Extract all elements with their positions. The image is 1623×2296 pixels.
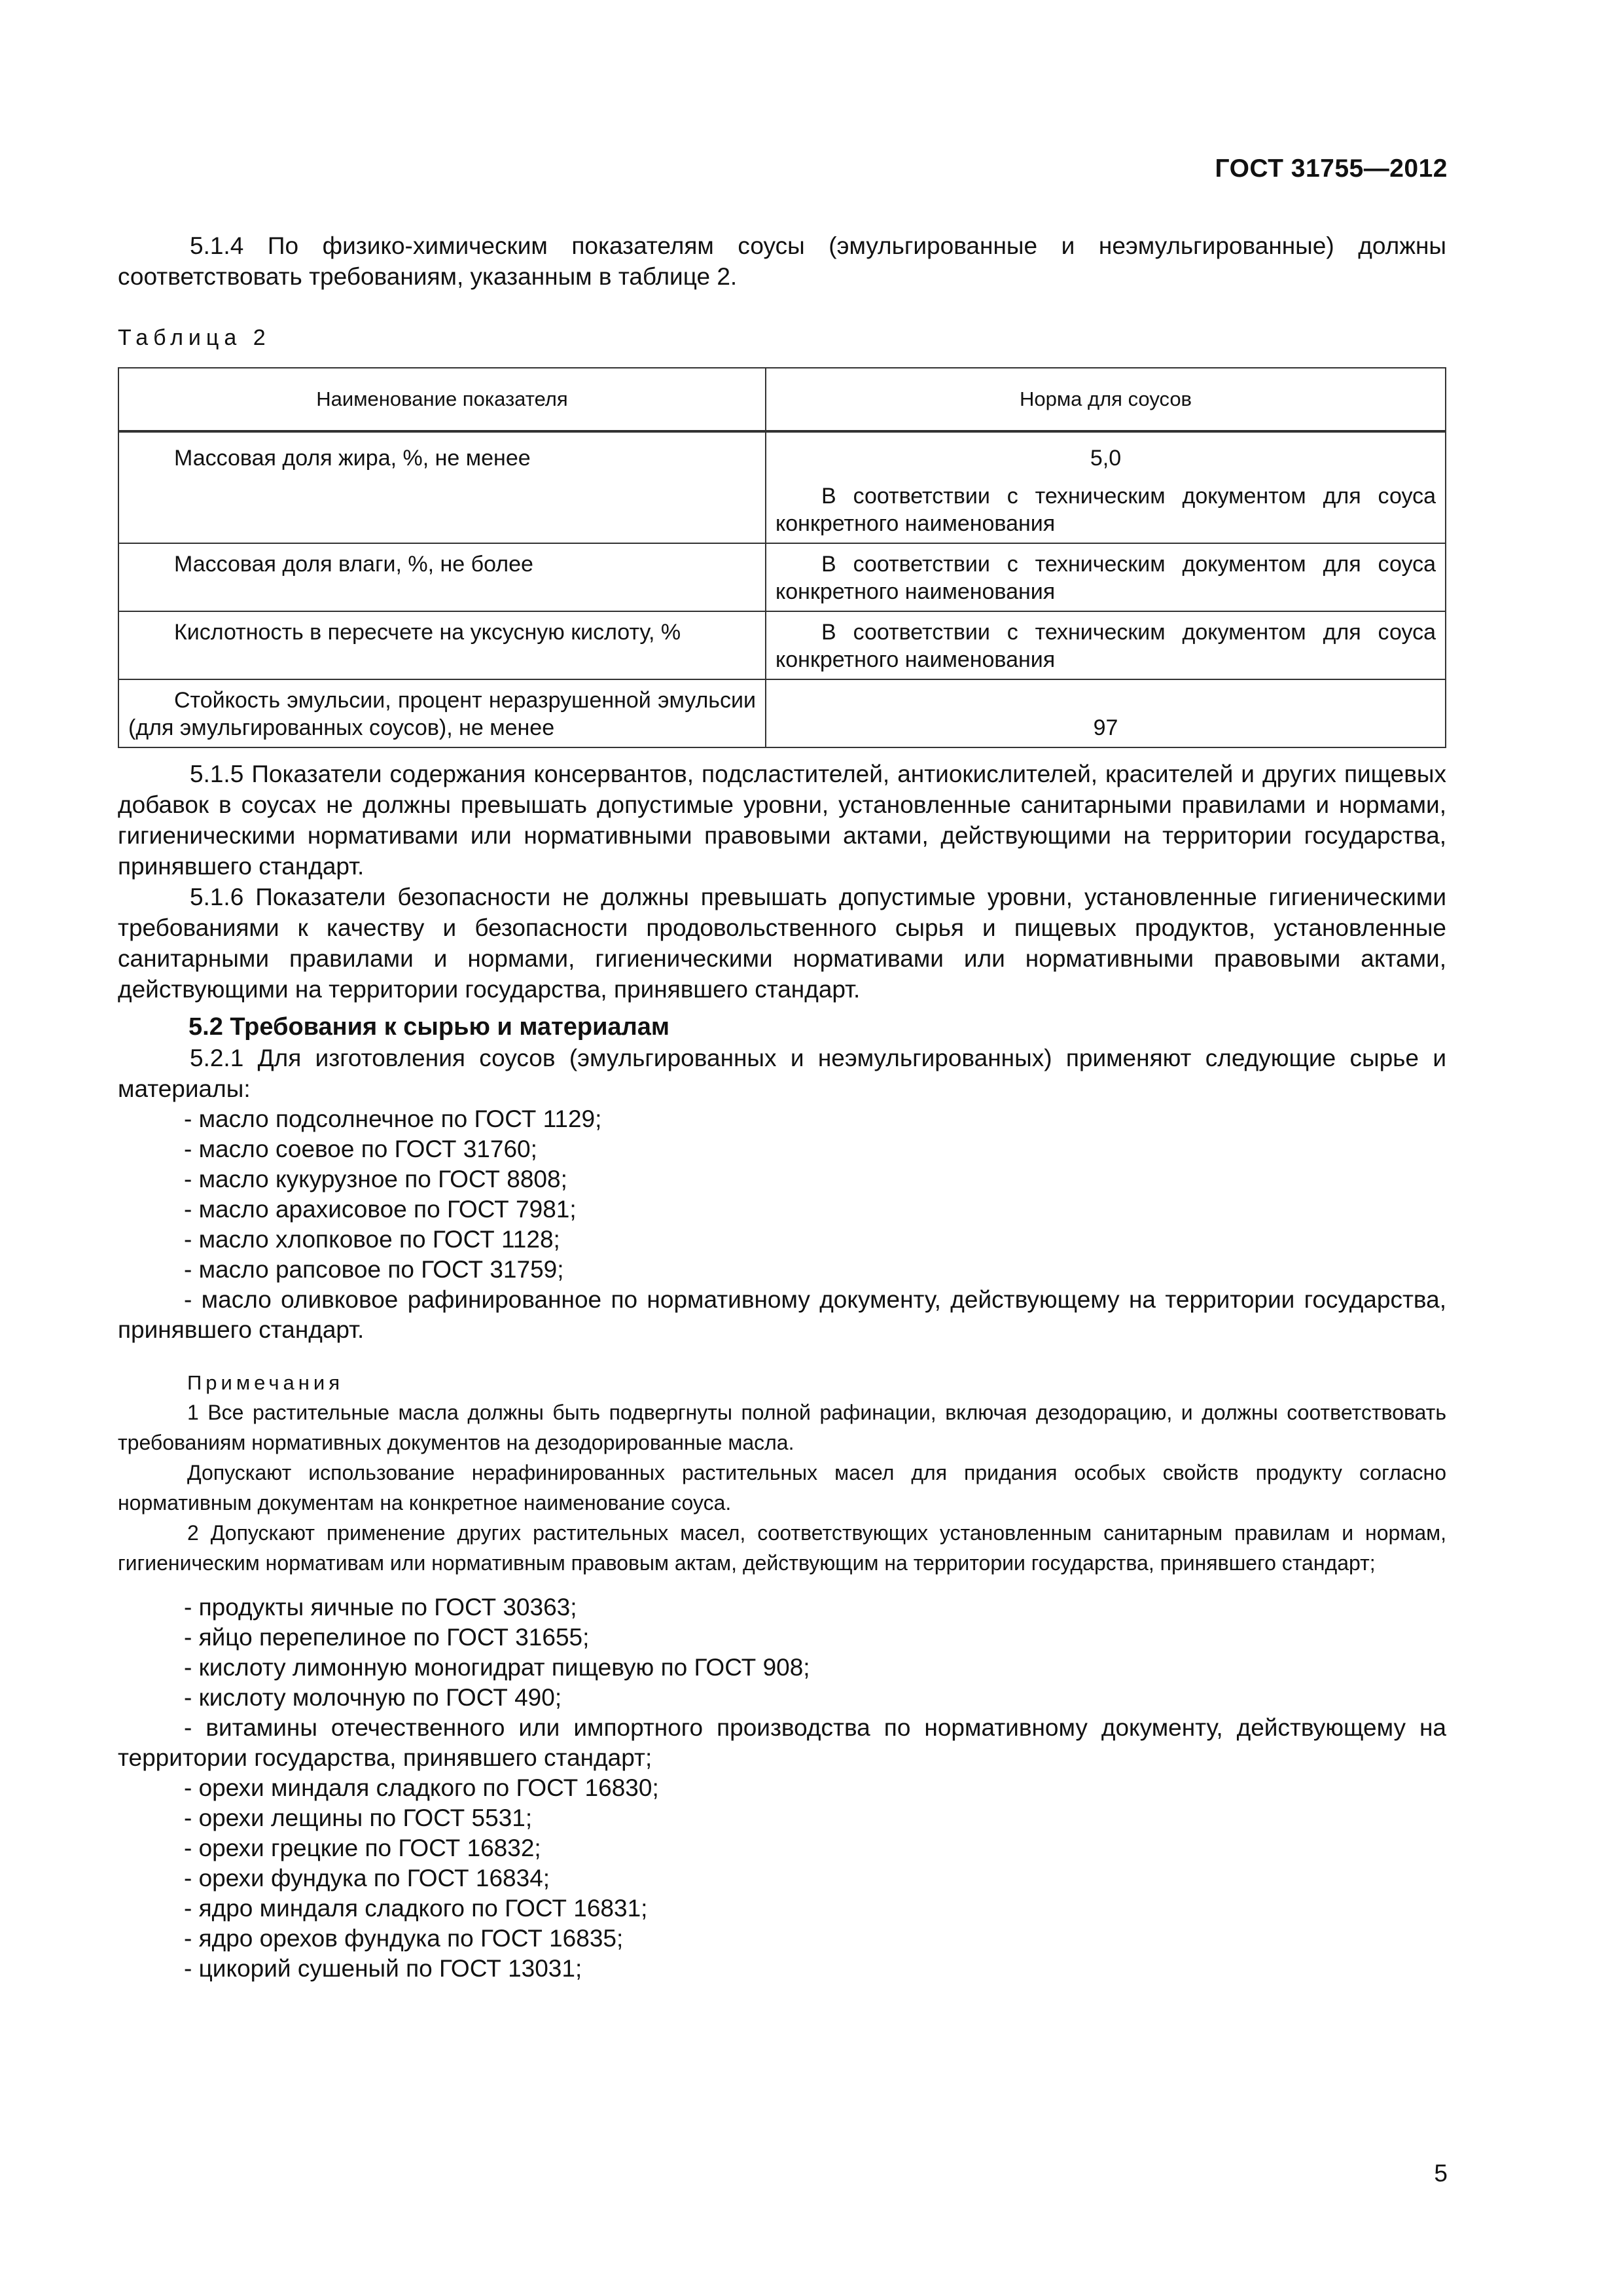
materials-list	[118, 1592, 1446, 1984]
table-cell-value: В соответствии с техническим документом для соуса конкретного наименования	[766, 543, 1446, 611]
list-item: - масло оливковое рафинированное по нормативному документу, действующему на территории государства, принявшего стандарт.	[118, 1286, 1446, 1343]
list-item: - ядро орехов фундука по ГОСТ 16835;	[184, 1925, 624, 1952]
fat-norm-note: В соответствии с техническим документом для соуса конкретного наименования	[776, 484, 1436, 536]
note-1-continued: Допускают использование нерафинированных растительных масел для придания особых свойств продукту согласно нормативным документам на конкретное наименование соуса.	[118, 1461, 1446, 1515]
table-row	[118, 431, 1446, 543]
table-header-norm: Норма для соусов	[766, 368, 1446, 431]
list-item: - витамины отечественного или импортного производства по нормативному документу, действующему на территории государства, принявшего стандарт;	[118, 1714, 1446, 1771]
list-item: - орехи лещины по ГОСТ 5531;	[184, 1804, 533, 1831]
table-row	[118, 679, 1446, 747]
list-item: - кислоту молочную по ГОСТ 490;	[184, 1684, 562, 1711]
table-header-indicator: Наименование показателя	[118, 368, 766, 431]
list-item: - яйцо перепелиное по ГОСТ 31655;	[184, 1624, 590, 1651]
section-heading-5-2: 5.2 Требования к сырью и материалам	[188, 1013, 669, 1041]
paragraph-5-1-5: 5.1.5 Показатели содержания консервантов, подсластителей, антиокислителей, красителей и других пищевых добавок в соусах не должны превышать допустимые уровни, установленные санитарными правилами и нормами, гигиеническими нормативами или нормативными правовыми актами, действующими на территории государства, принявшего стандарт.	[118, 761, 1446, 880]
list-item: - продукты яичные по ГОСТ 30363;	[184, 1594, 577, 1621]
list-item: - орехи миндаля сладкого по ГОСТ 16830;	[184, 1774, 659, 1801]
paragraph-5-1-6: 5.1.6 Показатели безопасности не должны превышать допустимые уровни, установленные гигиеническими требованиями к качеству и безопасности продовольственного сырья и пищевых продуктов, установленные санитарными правилами и нормами, гигиеническими нормативами или нормативными правовыми актами, действующими на территории государства, принявшего стандарт.	[118, 884, 1446, 1003]
standard-id: ГОСТ 31755—2012	[1215, 154, 1448, 183]
table-cell-name: Стойкость эмульсии, процент неразрушенной эмульсии (для эмульгированных соусов), не менее	[118, 679, 766, 747]
oils-list	[118, 1104, 1446, 1345]
list-item: - масло подсолнечное по ГОСТ 1129;	[184, 1105, 602, 1132]
list-item: - масло кукурузное по ГОСТ 8808;	[184, 1166, 567, 1193]
list-item: - цикорий сушеный по ГОСТ 13031;	[184, 1955, 582, 1982]
list-item: - орехи грецкие по ГОСТ 16832;	[184, 1835, 541, 1861]
table-2	[118, 367, 1446, 748]
list-item: - масло хлопковое по ГОСТ 1128;	[184, 1226, 560, 1253]
note-1: 1 Все растительные масла должны быть подвергнуты полной рафинации, включая дезодорацию, и должны соответствовать требованиям нормативных документов на дезодорированные масла.	[118, 1401, 1446, 1454]
table-caption: Таблица 2	[118, 325, 271, 350]
paragraph-5-2-1: 5.2.1 Для изготовления соусов (эмульгированных и неэмульгированных) применяют следующие сырье и материалы:	[118, 1045, 1446, 1102]
list-item: - масло рапсовое по ГОСТ 31759;	[184, 1256, 564, 1283]
fat-norm-value: 5,0	[1090, 446, 1122, 471]
list-item: - масло арахисовое по ГОСТ 7981;	[184, 1196, 577, 1223]
page-body	[118, 230, 1446, 1984]
page-number: 5	[1434, 2160, 1448, 2187]
table-cell-value: 97	[766, 679, 1446, 747]
table-cell-value: В соответствии с техническим документом для соуса конкретного наименования	[766, 611, 1446, 679]
notes-caption: Примечания	[187, 1371, 344, 1394]
table-row	[118, 543, 1446, 611]
list-item: - орехи фундука по ГОСТ 16834;	[184, 1865, 550, 1892]
table-cell-name: Кислотность в пересчете на уксусную кислоту, %	[118, 611, 766, 679]
table-row	[118, 611, 1446, 679]
list-item: - кислоту лимонную моногидрат пищевую по ГОСТ 908;	[184, 1654, 810, 1681]
table-cell-name: Массовая доля жира, %, не менее	[118, 431, 766, 543]
note-2: 2 Допускают применение других растительных масел, соответствующих установленным санитарным правилам и нормам, гигиеническим нормативам или нормативным правовым актам, действующим на территории государства, принявшего стандарт;	[118, 1521, 1446, 1575]
table-cell-name: Массовая доля влаги, %, не более	[118, 543, 766, 611]
table-cell-value	[766, 431, 1446, 543]
cell-gap	[776, 472, 1436, 482]
list-item: - ядро миндаля сладкого по ГОСТ 16831;	[184, 1895, 648, 1922]
list-item: - масло соевое по ГОСТ 31760;	[184, 1136, 537, 1162]
paragraph-5-1-4: 5.1.4 По физико-химическим показателям соусы (эмульгированные и неэмульгированные) должны соответствовать требованиям, указанным в таблице 2.	[118, 232, 1446, 290]
table-header-row	[118, 368, 1446, 431]
